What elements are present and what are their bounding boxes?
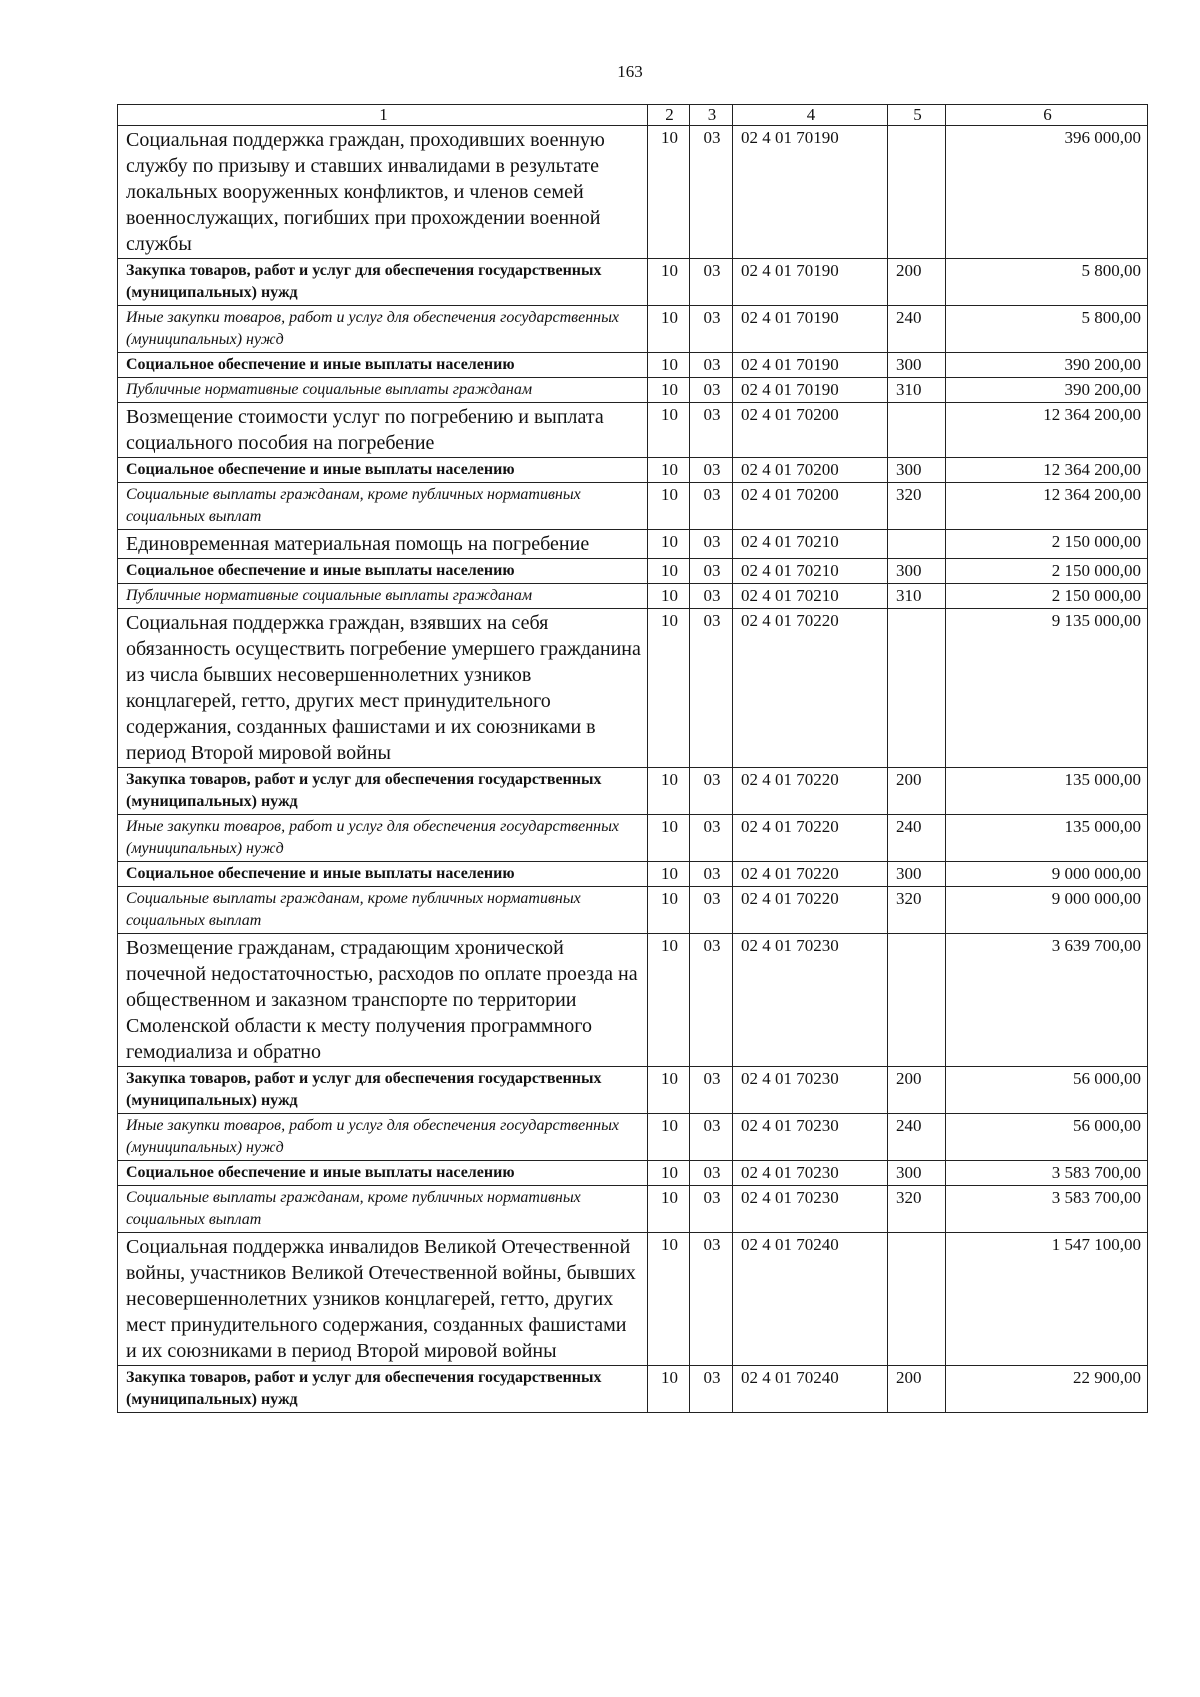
item-name-cell: Возмещение гражданам, страдающим хронической почечной недостаточностью, расходов по оплате проезда на общественном и заказном транспорте по территории Смоленской области к месту получения программного гемодиализа и обратно — [118, 934, 648, 1067]
section-code-cell: 10 — [648, 934, 690, 1067]
amount-cell: 3 583 700,00 — [946, 1161, 1148, 1186]
target-article-cell: 02 4 01 70210 — [733, 559, 888, 584]
subsection-code-cell: 03 — [690, 768, 733, 815]
item-name-cell: Социальная поддержка инвалидов Великой Отечественной войны, участников Великой Отечественной войны, бывших несовершеннолетних узников концлагерей, гетто, других мест принудительного содержания, созданных фашистами и их союзниками в период Второй мировой войны — [118, 1233, 648, 1366]
target-article-cell: 02 4 01 70230 — [733, 1161, 888, 1186]
target-article-cell: 02 4 01 70220 — [733, 768, 888, 815]
expense-type-cell: 300 — [888, 458, 946, 483]
section-code-cell: 10 — [648, 530, 690, 559]
subsection-code-cell: 03 — [690, 483, 733, 530]
expense-type-cell: 310 — [888, 584, 946, 609]
expense-type-cell: 300 — [888, 1161, 946, 1186]
amount-cell: 390 200,00 — [946, 378, 1148, 403]
amount-cell: 3 583 700,00 — [946, 1186, 1148, 1233]
table-row — [118, 483, 1148, 530]
amount-cell: 22 900,00 — [946, 1366, 1148, 1413]
subsection-code-cell: 03 — [690, 1366, 733, 1413]
item-name-cell: Иные закупки товаров, работ и услуг для обеспечения государственных (муниципальных) нужд — [118, 306, 648, 353]
section-code-cell: 10 — [648, 815, 690, 862]
item-name-cell: Закупка товаров, работ и услуг для обеспечения государственных (муниципальных) нужд — [118, 768, 648, 815]
amount-cell: 56 000,00 — [946, 1067, 1148, 1114]
subsection-code-cell: 03 — [690, 584, 733, 609]
target-article-cell: 02 4 01 70240 — [733, 1366, 888, 1413]
item-name-cell: Публичные нормативные социальные выплаты гражданам — [118, 378, 648, 403]
item-name-cell: Социальная поддержка граждан, проходивших военную службу по призыву и ставших инвалидами в результате локальных вооруженных конфликтов, и членов семей военнослужащих, погибших при прохождении военной службы — [118, 126, 648, 259]
section-code-cell: 10 — [648, 126, 690, 259]
table-body — [118, 105, 1148, 1413]
table-row — [118, 126, 1148, 259]
item-name-cell: Социальная поддержка граждан, взявших на себя обязанность осуществить погребение умершего гражданина из числа бывших несовершеннолетних узников концлагерей, гетто, других мест принудительного содержания, созданных фашистами и их союзниками в период Второй мировой войны — [118, 609, 648, 768]
column-header: 4 — [733, 105, 888, 126]
target-article-cell: 02 4 01 70230 — [733, 1067, 888, 1114]
section-code-cell: 10 — [648, 1233, 690, 1366]
amount-cell: 2 150 000,00 — [946, 559, 1148, 584]
table-row — [118, 306, 1148, 353]
expense-type-cell: 240 — [888, 306, 946, 353]
subsection-code-cell: 03 — [690, 1186, 733, 1233]
expense-type-cell — [888, 403, 946, 458]
target-article-cell: 02 4 01 70210 — [733, 530, 888, 559]
table-row — [118, 768, 1148, 815]
item-name-cell: Социальное обеспечение и иные выплаты населению — [118, 1161, 648, 1186]
expense-type-cell — [888, 530, 946, 559]
table-row — [118, 584, 1148, 609]
subsection-code-cell: 03 — [690, 1067, 733, 1114]
subsection-code-cell: 03 — [690, 259, 733, 306]
item-name-cell: Закупка товаров, работ и услуг для обеспечения государственных (муниципальных) нужд — [118, 1067, 648, 1114]
section-code-cell: 10 — [648, 353, 690, 378]
section-code-cell: 10 — [648, 1067, 690, 1114]
target-article-cell: 02 4 01 70230 — [733, 934, 888, 1067]
table-row — [118, 559, 1148, 584]
table-row — [118, 1114, 1148, 1161]
section-code-cell: 10 — [648, 483, 690, 530]
item-name-cell: Социальное обеспечение и иные выплаты населению — [118, 353, 648, 378]
section-code-cell: 10 — [648, 378, 690, 403]
item-name-cell: Социальные выплаты гражданам, кроме публичных нормативных социальных выплат — [118, 1186, 648, 1233]
section-code-cell: 10 — [648, 1186, 690, 1233]
subsection-code-cell: 03 — [690, 1233, 733, 1366]
expense-type-cell: 240 — [888, 1114, 946, 1161]
amount-cell: 135 000,00 — [946, 815, 1148, 862]
table-row — [118, 934, 1148, 1067]
section-code-cell: 10 — [648, 1161, 690, 1186]
table-row — [118, 403, 1148, 458]
table-row — [118, 530, 1148, 559]
column-header: 3 — [690, 105, 733, 126]
table-row — [118, 259, 1148, 306]
table-row — [118, 887, 1148, 934]
subsection-code-cell: 03 — [690, 559, 733, 584]
amount-cell: 1 547 100,00 — [946, 1233, 1148, 1366]
page-number: 163 — [617, 62, 643, 81]
expense-type-cell — [888, 126, 946, 259]
amount-cell: 5 800,00 — [946, 259, 1148, 306]
target-article-cell: 02 4 01 70220 — [733, 887, 888, 934]
table-row — [118, 1161, 1148, 1186]
item-name-cell: Социальное обеспечение и иные выплаты населению — [118, 458, 648, 483]
amount-cell: 9 000 000,00 — [946, 862, 1148, 887]
item-name-cell: Единовременная материальная помощь на погребение — [118, 530, 648, 559]
subsection-code-cell: 03 — [690, 378, 733, 403]
expense-type-cell: 320 — [888, 1186, 946, 1233]
target-article-cell: 02 4 01 70200 — [733, 483, 888, 530]
expense-type-cell: 300 — [888, 559, 946, 584]
subsection-code-cell: 03 — [690, 934, 733, 1067]
item-name-cell: Иные закупки товаров, работ и услуг для обеспечения государственных (муниципальных) нужд — [118, 1114, 648, 1161]
target-article-cell: 02 4 01 70190 — [733, 306, 888, 353]
expense-type-cell: 300 — [888, 862, 946, 887]
table-row — [118, 1366, 1148, 1413]
column-header: 6 — [946, 105, 1148, 126]
subsection-code-cell: 03 — [690, 458, 733, 483]
target-article-cell: 02 4 01 70200 — [733, 458, 888, 483]
amount-cell: 390 200,00 — [946, 353, 1148, 378]
target-article-cell: 02 4 01 70240 — [733, 1233, 888, 1366]
expense-type-cell — [888, 934, 946, 1067]
expense-type-cell — [888, 1233, 946, 1366]
item-name-cell: Возмещение стоимости услуг по погребению и выплата социального пособия на погребение — [118, 403, 648, 458]
target-article-cell: 02 4 01 70220 — [733, 609, 888, 768]
amount-cell: 2 150 000,00 — [946, 584, 1148, 609]
section-code-cell: 10 — [648, 609, 690, 768]
expense-type-cell: 320 — [888, 483, 946, 530]
expense-type-cell: 310 — [888, 378, 946, 403]
target-article-cell: 02 4 01 70230 — [733, 1114, 888, 1161]
amount-cell: 9 135 000,00 — [946, 609, 1148, 768]
section-code-cell: 10 — [648, 768, 690, 815]
section-code-cell: 10 — [648, 403, 690, 458]
expense-type-cell: 300 — [888, 353, 946, 378]
amount-cell: 135 000,00 — [946, 768, 1148, 815]
section-code-cell: 10 — [648, 887, 690, 934]
table-row — [118, 815, 1148, 862]
amount-cell: 56 000,00 — [946, 1114, 1148, 1161]
table-row — [118, 1186, 1148, 1233]
expense-type-cell — [888, 609, 946, 768]
subsection-code-cell: 03 — [690, 1161, 733, 1186]
expense-type-cell: 240 — [888, 815, 946, 862]
subsection-code-cell: 03 — [690, 530, 733, 559]
table-row — [118, 378, 1148, 403]
section-code-cell: 10 — [648, 584, 690, 609]
section-code-cell: 10 — [648, 259, 690, 306]
amount-cell: 396 000,00 — [946, 126, 1148, 259]
item-name-cell: Иные закупки товаров, работ и услуг для обеспечения государственных (муниципальных) нужд — [118, 815, 648, 862]
subsection-code-cell: 03 — [690, 815, 733, 862]
item-name-cell: Закупка товаров, работ и услуг для обеспечения государственных (муниципальных) нужд — [118, 1366, 648, 1413]
item-name-cell: Социальное обеспечение и иные выплаты населению — [118, 862, 648, 887]
table-row — [118, 1067, 1148, 1114]
target-article-cell: 02 4 01 70190 — [733, 378, 888, 403]
table-row — [118, 458, 1148, 483]
section-code-cell: 10 — [648, 1366, 690, 1413]
target-article-cell: 02 4 01 70230 — [733, 1186, 888, 1233]
item-name-cell: Социальные выплаты гражданам, кроме публичных нормативных социальных выплат — [118, 483, 648, 530]
subsection-code-cell: 03 — [690, 609, 733, 768]
amount-cell: 12 364 200,00 — [946, 403, 1148, 458]
amount-cell: 3 639 700,00 — [946, 934, 1148, 1067]
amount-cell: 5 800,00 — [946, 306, 1148, 353]
expense-type-cell: 320 — [888, 887, 946, 934]
amount-cell: 9 000 000,00 — [946, 887, 1148, 934]
section-code-cell: 10 — [648, 862, 690, 887]
expense-type-cell: 200 — [888, 768, 946, 815]
column-header: 5 — [888, 105, 946, 126]
target-article-cell: 02 4 01 70200 — [733, 403, 888, 458]
table-row — [118, 609, 1148, 768]
target-article-cell: 02 4 01 70190 — [733, 353, 888, 378]
subsection-code-cell: 03 — [690, 1114, 733, 1161]
subsection-code-cell: 03 — [690, 862, 733, 887]
section-code-cell: 10 — [648, 458, 690, 483]
item-name-cell: Публичные нормативные социальные выплаты гражданам — [118, 584, 648, 609]
expense-type-cell: 200 — [888, 259, 946, 306]
expense-type-cell: 200 — [888, 1067, 946, 1114]
table-row — [118, 1233, 1148, 1366]
section-code-cell: 10 — [648, 306, 690, 353]
section-code-cell: 10 — [648, 559, 690, 584]
subsection-code-cell: 03 — [690, 306, 733, 353]
subsection-code-cell: 03 — [690, 887, 733, 934]
target-article-cell: 02 4 01 70190 — [733, 126, 888, 259]
amount-cell: 12 364 200,00 — [946, 458, 1148, 483]
subsection-code-cell: 03 — [690, 403, 733, 458]
table-row — [118, 353, 1148, 378]
expense-type-cell: 200 — [888, 1366, 946, 1413]
table-row — [118, 862, 1148, 887]
subsection-code-cell: 03 — [690, 126, 733, 259]
section-code-cell: 10 — [648, 1114, 690, 1161]
budget-table — [117, 104, 1148, 1413]
table-header-row — [118, 105, 1148, 126]
target-article-cell: 02 4 01 70220 — [733, 815, 888, 862]
amount-cell: 2 150 000,00 — [946, 530, 1148, 559]
target-article-cell: 02 4 01 70220 — [733, 862, 888, 887]
item-name-cell: Социальное обеспечение и иные выплаты населению — [118, 559, 648, 584]
item-name-cell: Закупка товаров, работ и услуг для обеспечения государственных (муниципальных) нужд — [118, 259, 648, 306]
target-article-cell: 02 4 01 70190 — [733, 259, 888, 306]
item-name-cell: Социальные выплаты гражданам, кроме публичных нормативных социальных выплат — [118, 887, 648, 934]
amount-cell: 12 364 200,00 — [946, 483, 1148, 530]
subsection-code-cell: 03 — [690, 353, 733, 378]
column-header: 2 — [648, 105, 690, 126]
target-article-cell: 02 4 01 70210 — [733, 584, 888, 609]
column-header: 1 — [118, 105, 648, 126]
